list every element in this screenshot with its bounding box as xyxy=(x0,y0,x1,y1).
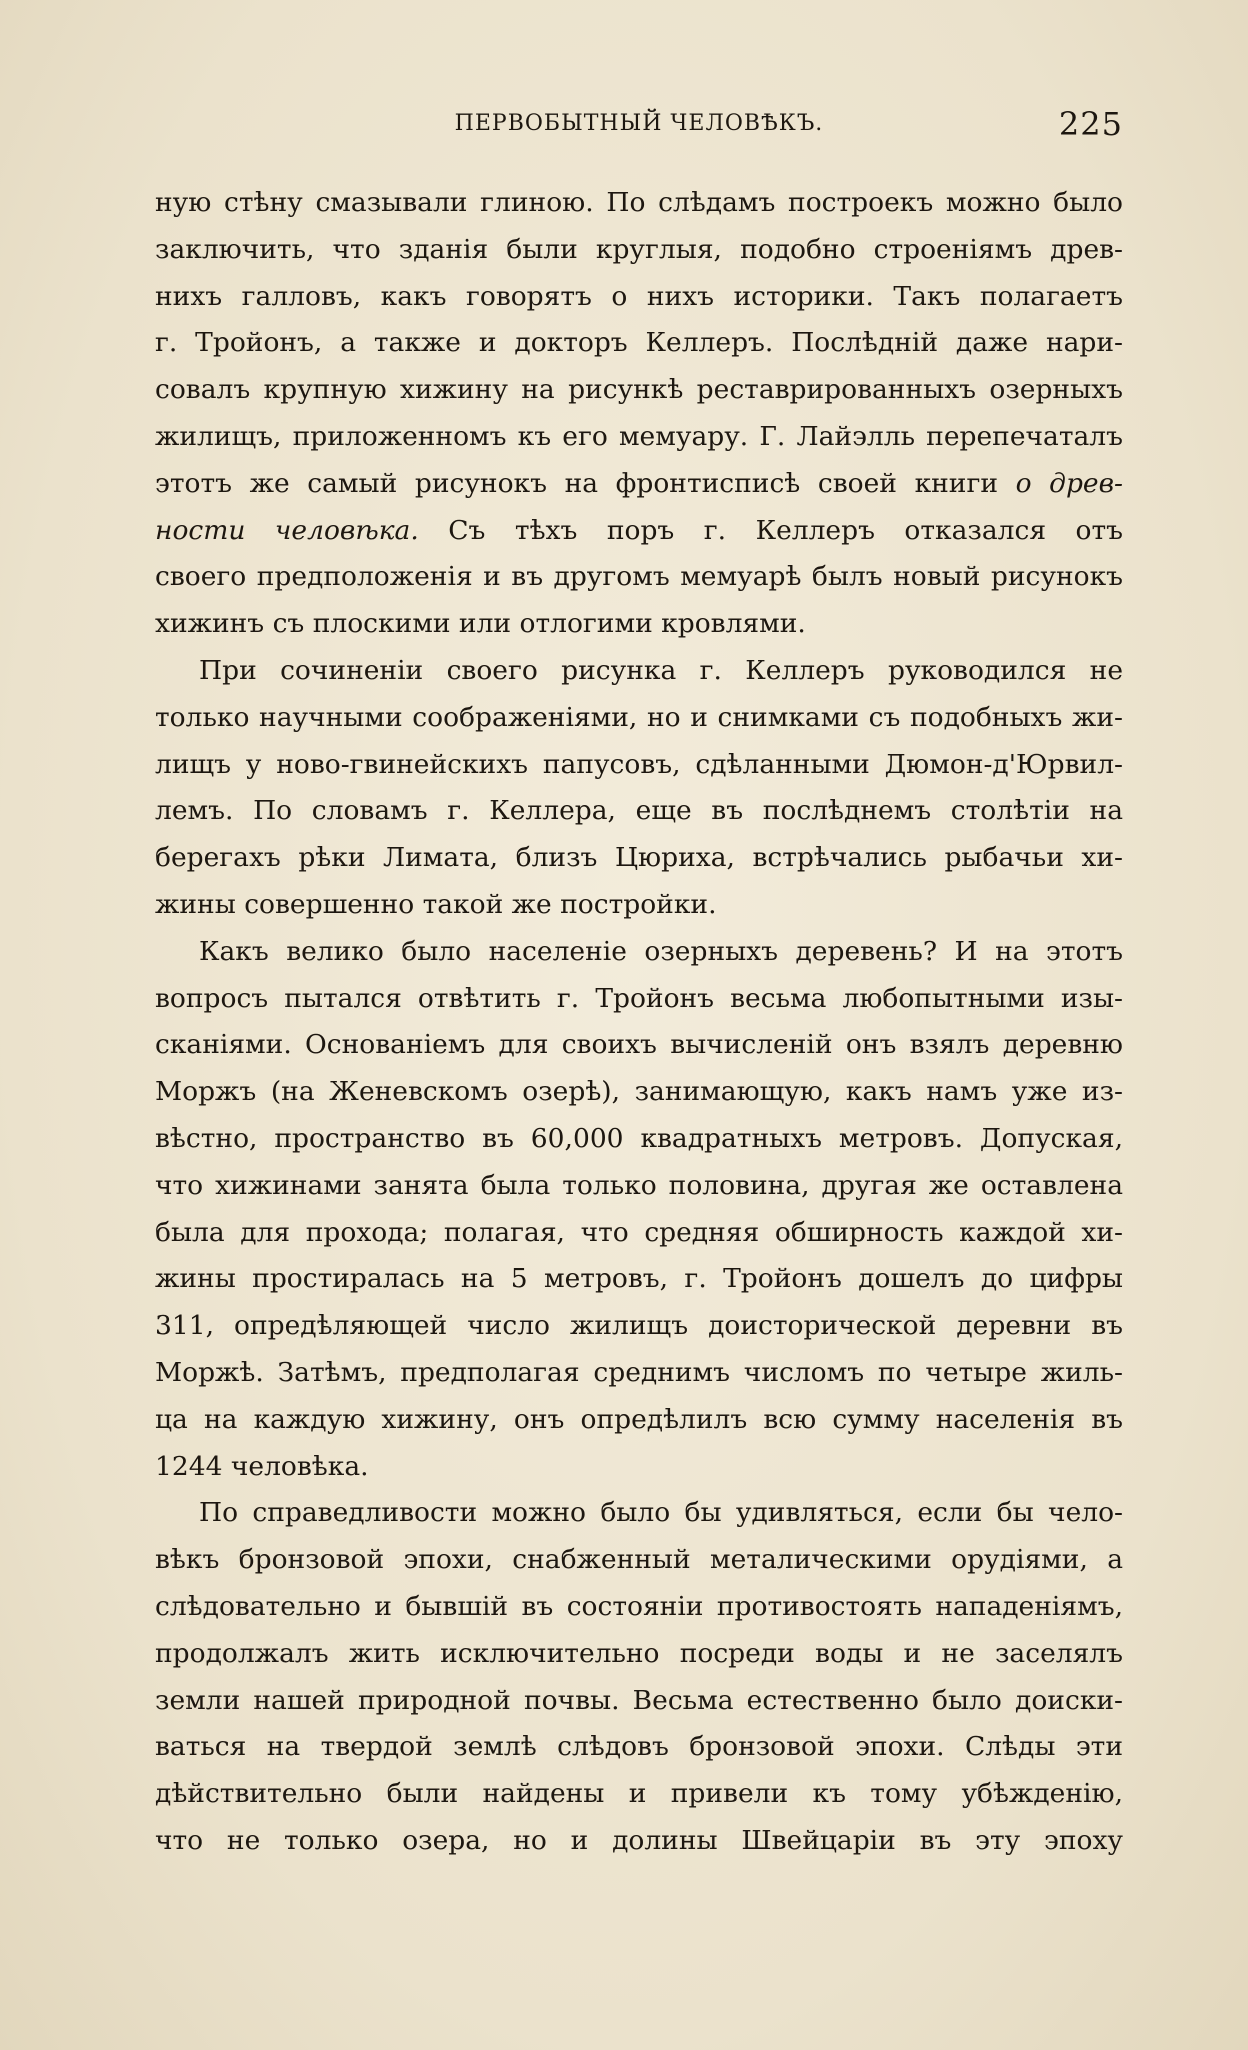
text-line xyxy=(155,508,1123,555)
line-text: жины простиралась на 5 метровъ, г. Тройонъ дошелъ до цифры xyxy=(155,1263,1123,1295)
line-text: что хижинами занята была только половина, другая же оставлена xyxy=(155,1169,1123,1201)
line-text: ную стѣну смазывали глиною. По слѣдамъ построекъ можно было xyxy=(155,187,1123,218)
line-text: была для прохода; полагая, что средняя обширность каждой хи- xyxy=(155,1216,1123,1248)
text-line xyxy=(155,742,1123,789)
text-line xyxy=(155,1537,1123,1584)
line-text: продолжалъ жить исключительно посреди воды и не заселялъ xyxy=(155,1637,1123,1669)
text-line xyxy=(155,648,1123,695)
text-line xyxy=(155,1724,1123,1771)
line-text: земли нашей природной почвы. Весьма естественно было доиски- xyxy=(155,1684,1123,1716)
text-line xyxy=(155,274,1123,321)
text-line xyxy=(155,1818,1123,1865)
line-text: лемъ. По словамъ г. Келлера, еще въ послѣднемъ столѣтіи на xyxy=(155,795,1123,827)
text-line xyxy=(155,1771,1123,1818)
line-text: Съ тѣхъ поръ г. Келлеръ отказался отъ xyxy=(418,514,1123,546)
line-text: 311, опредѣляющей число жилищъ доисторической деревни въ xyxy=(155,1310,1123,1342)
text-line xyxy=(155,788,1123,835)
text-line xyxy=(155,695,1123,742)
line-text: совалъ крупную хижину на рисункѣ реставрированныхъ озерныхъ xyxy=(155,374,1123,406)
line-text: Какъ велико было населеніе озерныхъ деревень? И на этотъ xyxy=(199,935,1123,967)
text-line xyxy=(155,554,1123,601)
text-line xyxy=(155,367,1123,414)
line-text: лищъ у ново-гвинейскихъ папусовъ, сдѣланными Дюмон-д'Юрвил- xyxy=(155,748,1123,780)
line-text: своего предположенія и въ другомъ мемуарѣ былъ новый рисунокъ xyxy=(155,561,1123,593)
text-line xyxy=(155,414,1123,461)
italic-text: ности человѣка. xyxy=(155,514,419,546)
running-head xyxy=(155,105,1123,145)
line-text: вѣкъ бронзовой эпохи, снабженный металическими орудіями, а xyxy=(155,1544,1123,1576)
text-line xyxy=(155,1444,1123,1491)
line-text: жилищъ, приложенномъ къ его мемуару. Г. Лайэлль перепечаталъ xyxy=(155,420,1123,452)
line-text: По справедливости можно было бы удивляться, если бы чело- xyxy=(199,1497,1123,1529)
text-line xyxy=(155,835,1123,882)
line-text: нихъ галловъ, какъ говорятъ о нихъ историки. Такъ полагаетъ xyxy=(155,280,1123,312)
line-text: хижинъ съ плоскими или отлогими кровлями. xyxy=(155,608,806,640)
line-text: вопросъ пытался отвѣтить г. Тройонъ весьма любопытными изы- xyxy=(155,982,1123,1014)
text-line xyxy=(155,976,1123,1023)
line-text: только научными соображеніями, но и снимками съ подобныхъ жи- xyxy=(155,701,1123,733)
text-line xyxy=(155,1397,1123,1444)
text-line xyxy=(155,929,1123,976)
line-text: 1244 человѣка. xyxy=(155,1450,369,1482)
line-text: дѣйствительно были найдены и привели къ тому убѣжденію, xyxy=(155,1778,1123,1810)
line-text: ваться на твердой землѣ слѣдовъ бронзовой эпохи. Слѣды эти xyxy=(155,1731,1123,1763)
line-text: При сочиненіи своего рисунка г. Келлеръ руководился не xyxy=(199,654,1123,686)
text-line xyxy=(155,1303,1123,1350)
text-line xyxy=(155,882,1123,929)
line-text: берегахъ рѣки Лимата, близъ Цюриха, встрѣчались рыбачьи хи- xyxy=(155,842,1123,874)
body-text xyxy=(155,180,1123,1865)
text-line xyxy=(155,1678,1123,1725)
text-line xyxy=(155,1631,1123,1678)
text-line xyxy=(155,1210,1123,1257)
text-line xyxy=(155,1022,1123,1069)
text-line xyxy=(155,1116,1123,1163)
line-text: слѣдовательно и бывшій въ состояніи противостоять нападеніямъ, xyxy=(155,1590,1123,1622)
text-line xyxy=(155,227,1123,274)
line-text: сканіями. Основаніемъ для своихъ вычисленій онъ взялъ деревню xyxy=(155,1029,1123,1061)
text-line xyxy=(155,1163,1123,1210)
running-title: ПЕРВОБЫТНЫЙ ЧЕЛОВѢКЪ. xyxy=(454,111,824,136)
line-text: жины совершенно такой же постройки. xyxy=(155,888,717,920)
line-text: заключить, что зданія были круглыя, подобно строеніямъ древ- xyxy=(155,233,1123,265)
line-text: Моржѣ. Затѣмъ, предполагая среднимъ числомъ по четыре жиль- xyxy=(155,1356,1123,1388)
text-line xyxy=(155,1584,1123,1631)
text-line xyxy=(155,1069,1123,1116)
text-line xyxy=(155,1256,1123,1303)
text-line xyxy=(155,180,1123,227)
line-text: этотъ же самый рисунокъ на фронтисписѣ своей книги xyxy=(155,467,1016,499)
text-line xyxy=(155,461,1123,508)
line-text: Моржъ (на Женевскомъ озерѣ), занимающую, какъ намъ уже из- xyxy=(155,1076,1123,1108)
text-line xyxy=(155,320,1123,367)
page-number: 225 xyxy=(1058,105,1123,143)
text-line xyxy=(155,601,1123,648)
line-text: ца на каждую хижину, онъ опредѣлилъ всю сумму населенія въ xyxy=(155,1403,1123,1435)
text-line xyxy=(155,1350,1123,1397)
text-line xyxy=(155,1490,1123,1537)
line-text: вѣстно, пространство въ 60,000 квадратныхъ метровъ. Допуская, xyxy=(155,1122,1123,1154)
italic-text: о древ- xyxy=(1015,467,1123,499)
line-text: г. Тройонъ, а также и докторъ Келлеръ. Послѣдній даже нари- xyxy=(155,327,1123,359)
line-text: что не только озера, но и долины Швейцаріи въ эту эпоху xyxy=(155,1824,1123,1856)
